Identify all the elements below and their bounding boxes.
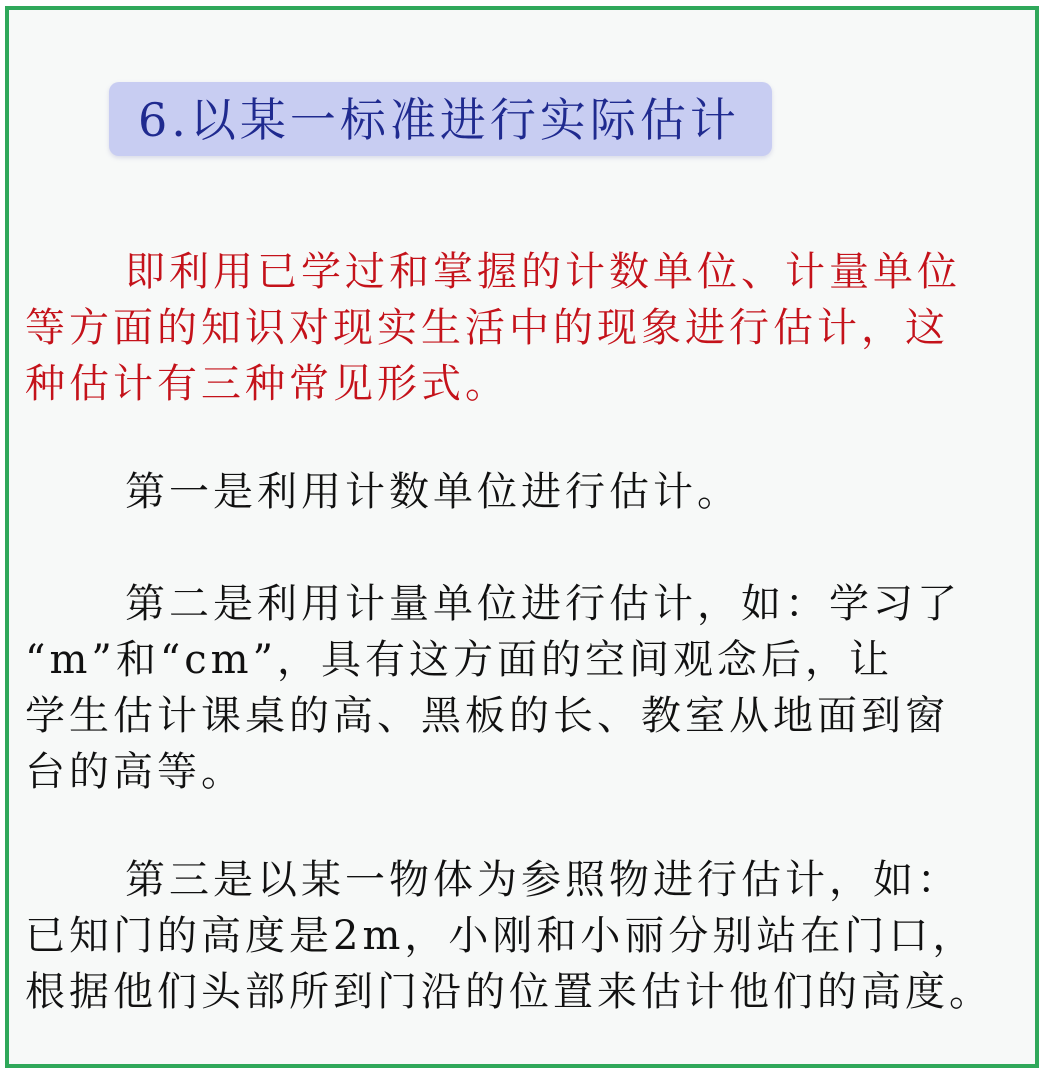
third-form-paragraph (25, 852, 1015, 1020)
section-heading-box (109, 82, 772, 156)
first-form-line: 第一是利用计数单位进行估计。 (125, 469, 741, 515)
second-form-line: 第二是利用计量单位进行估计，如：学习了 (125, 581, 961, 627)
second-form-paragraph (25, 576, 1015, 800)
section-heading: 6.以某一标准进行实际估计 (138, 93, 740, 147)
intro-line: 即利用已学过和掌握的计数单位、计量单位 (125, 249, 961, 295)
second-form-line: 学生估计课桌的高、黑板的长、教室从地面到窗 (25, 693, 949, 739)
third-form-line: 已知门的高度是2m，小刚和小丽分别站在门口， (25, 913, 977, 959)
third-form-line: 第三是以某一物体为参照物进行估计，如： (125, 857, 961, 903)
first-form-paragraph (25, 464, 1015, 520)
intro-line: 种估计有三种常见形式。 (25, 361, 509, 407)
second-form-line: 台的高等。 (25, 749, 245, 795)
intro-line: 等方面的知识对现实生活中的现象进行估计，这 (25, 305, 949, 351)
third-form-line: 根据他们头部所到门沿的位置来估计他们的高度。 (25, 969, 993, 1015)
intro-paragraph (25, 244, 1015, 412)
second-form-line: “m”和“cm”，具有这方面的空间观念后，让 (25, 637, 894, 683)
